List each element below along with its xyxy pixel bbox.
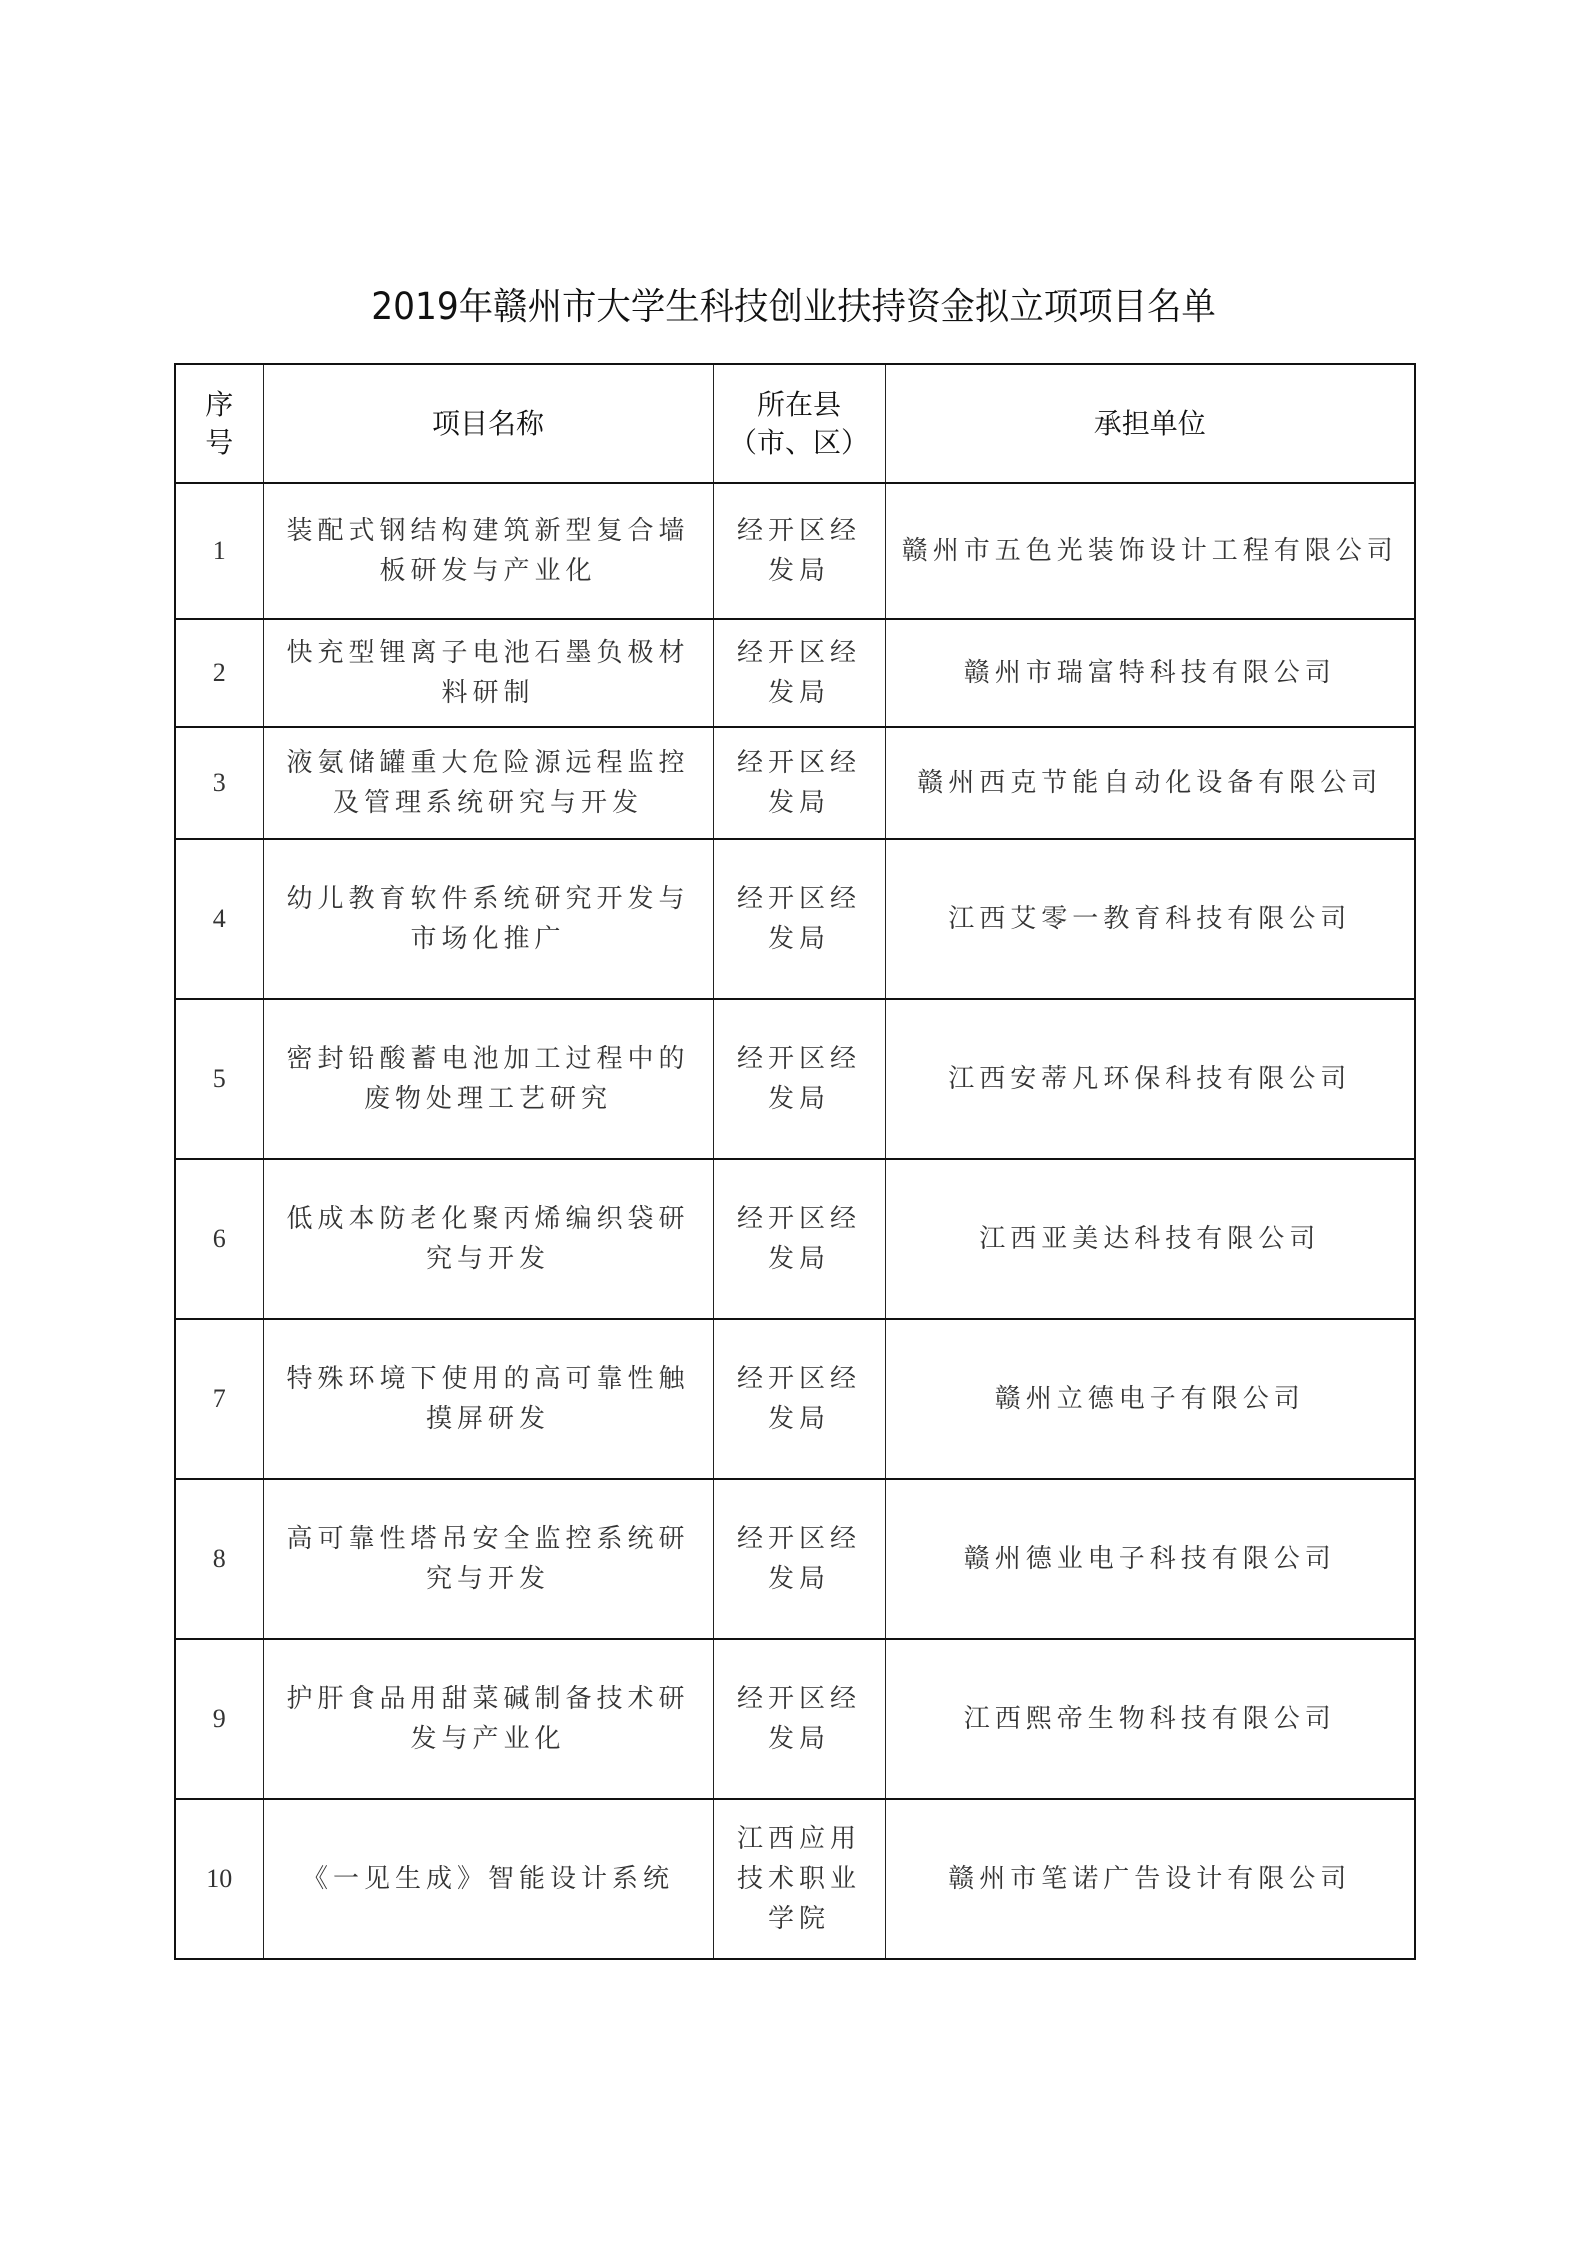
cell-organization: 赣州德业电子科技有限公司 <box>885 1479 1415 1639</box>
cell-project-name: 护肝食品用甜菜碱制备技术研发与产业化 <box>263 1639 713 1799</box>
cell-index: 9 <box>175 1639 263 1799</box>
table-row <box>175 839 1415 999</box>
cell-index: 2 <box>175 619 263 727</box>
cell-project-name: 密封铅酸蓄电池加工过程中的废物处理工艺研究 <box>263 999 713 1159</box>
cell-project-name: 低成本防老化聚丙烯编织袋研究与开发 <box>263 1159 713 1319</box>
cell-district: 经开区经发局 <box>713 1479 885 1639</box>
table-row <box>175 1479 1415 1639</box>
cell-project-name: 装配式钢结构建筑新型复合墙板研发与产业化 <box>263 483 713 619</box>
cell-project-name: 快充型锂离子电池石墨负极材料研制 <box>263 619 713 727</box>
cell-index: 10 <box>175 1799 263 1959</box>
cell-index: 6 <box>175 1159 263 1319</box>
table-row <box>175 727 1415 839</box>
cell-district: 经开区经发局 <box>713 1639 885 1799</box>
table-row <box>175 483 1415 619</box>
cell-district: 江西应用技术职业学院 <box>713 1799 885 1959</box>
table-header-row <box>175 364 1415 483</box>
cell-organization: 赣州西克节能自动化设备有限公司 <box>885 727 1415 839</box>
cell-organization: 江西熙帝生物科技有限公司 <box>885 1639 1415 1799</box>
cell-organization: 江西安蒂凡环保科技有限公司 <box>885 999 1415 1159</box>
table-row <box>175 1159 1415 1319</box>
cell-organization: 江西艾零一教育科技有限公司 <box>885 839 1415 999</box>
cell-project-name: 高可靠性塔吊安全监控系统研究与开发 <box>263 1479 713 1639</box>
cell-district: 经开区经发局 <box>713 727 885 839</box>
cell-project-name: 特殊环境下使用的高可靠性触摸屏研发 <box>263 1319 713 1479</box>
table-row <box>175 1639 1415 1799</box>
cell-district: 经开区经发局 <box>713 619 885 727</box>
header-index: 序号 <box>175 364 263 483</box>
cell-district: 经开区经发局 <box>713 839 885 999</box>
cell-index: 4 <box>175 839 263 999</box>
cell-index: 5 <box>175 999 263 1159</box>
cell-organization: 江西亚美达科技有限公司 <box>885 1159 1415 1319</box>
cell-index: 1 <box>175 483 263 619</box>
cell-district: 经开区经发局 <box>713 999 885 1159</box>
cell-index: 3 <box>175 727 263 839</box>
cell-organization: 赣州立德电子有限公司 <box>885 1319 1415 1479</box>
cell-organization: 赣州市瑞富特科技有限公司 <box>885 619 1415 727</box>
header-organization: 承担单位 <box>885 364 1415 483</box>
header-district: 所在县（市、区） <box>713 364 885 483</box>
table-row <box>175 1799 1415 1959</box>
cell-project-name: 幼儿教育软件系统研究开发与市场化推广 <box>263 839 713 999</box>
cell-organization: 赣州市五色光装饰设计工程有限公司 <box>885 483 1415 619</box>
cell-district: 经开区经发局 <box>713 1159 885 1319</box>
cell-organization: 赣州市笔诺广告设计有限公司 <box>885 1799 1415 1959</box>
table-row <box>175 999 1415 1159</box>
cell-project-name: 液氨储罐重大危险源远程监控及管理系统研究与开发 <box>263 727 713 839</box>
project-list-table <box>174 363 1416 1960</box>
cell-index: 8 <box>175 1479 263 1639</box>
table-row <box>175 619 1415 727</box>
cell-index: 7 <box>175 1319 263 1479</box>
cell-district: 经开区经发局 <box>713 1319 885 1479</box>
document-title: 2019年赣州市大学生科技创业扶持资金拟立项项目名单 <box>371 285 1216 328</box>
cell-project-name: 《一见生成》智能设计系统 <box>263 1799 713 1959</box>
table-row <box>175 1319 1415 1479</box>
cell-district: 经开区经发局 <box>713 483 885 619</box>
header-project-name: 项目名称 <box>263 364 713 483</box>
